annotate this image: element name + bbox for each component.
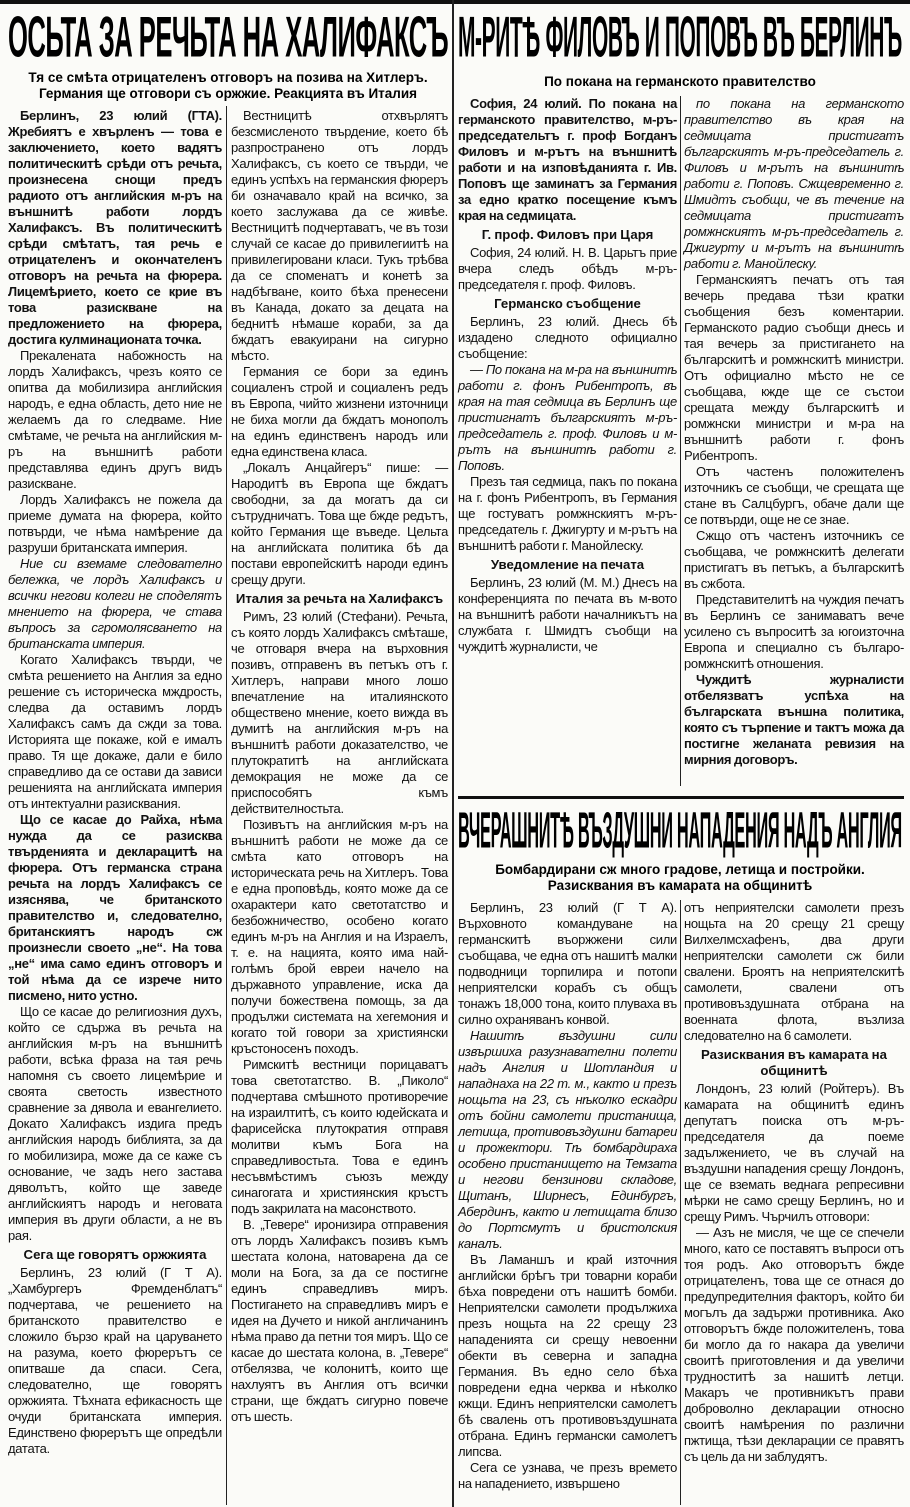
axis-headline: ОСЬТА ЗА РЕЧЬТА НА ХАЛИФАКСЪ — [8, 4, 449, 69]
paragraph: Що се касае до религиозния духъ, който се сдържа въ речьта на английския м-ръ на външнитѣ работи, всѣка фраза на тая речь напомня съ своето лицемѣрие и своята светость известното сравнение за дявола и евангелието. Докато Халифаксъ издига предъ английския народъ библията, за да го мобилизира, може да се каже съ основание, че задъ него застава дяволътъ, който ще заведе английскиятъ народъ и неговата империя въ други области, а не въ рая. — [8, 1004, 222, 1243]
paragraph: отъ неприятелски самолети презъ нощьта на 20 срещу 21 срещу Вилхелмсхафенъ, два други неприятелски самолети сж били свалени. Броятъ на неприятелскитѣ самолети, свалени отъ противовъздушната отбрана на военната флота, възлиза следователно на 6 самолети. — [684, 900, 904, 1043]
berlin-column-3 — [458, 96, 677, 655]
paragraph: Ние си вземаме следователно бележка, че лордъ Халифаксъ и всички негови колеги не споделятъ мнението на фюрера, че става въпросъ за сгромолясването на британската империя. — [8, 556, 222, 651]
top-rule — [0, 0, 910, 4]
paragraph: Берлинъ, 23 юлий (Г Т А). „Хамбургеръ Фремденблатъ“ подчертава, че решението на британското правителство е сложило бързо край на царуването на разума, което фюрерътъ се опитваше да спаси. Сега, следователно, ще говорятъ оржжията. Тѣхната ефикасность ще очуди британската империя. Единствено фюрерътъ ще опредѣли датата. — [8, 1265, 222, 1456]
paragraph: Берлинъ, 23 юлий. Днесь бѣ издадено следното официално съобщение: — [458, 314, 677, 361]
german-communique-heading: Германско съобщение — [494, 296, 641, 311]
column-rule — [680, 96, 681, 786]
air-headline: ВЧЕРАШНИТѢ ВЪЗДУШНИ НАПАДЕНИЯ НАДЪ АНГЛИЯ — [458, 802, 902, 859]
air-subheadline: Бомбардирани сж много градове, летища и постройки. Разисквания въ камарата на общинитѣ — [495, 862, 865, 893]
paragraph: Берлинъ, 23 юлий (М. М.) Днесъ на конференцията по печата въ м-вото на външнитѣ работи началникътъ на службата г. Шмидтъ съобщи на чуждитѣ журналисти, че — [458, 575, 677, 654]
italy-heading: Италия за речьта на Халифаксъ — [235, 591, 444, 606]
paragraph: Що се касае до Райха, нѣма нужда да се разисква твърденията и декларацитѣ на фюрера. Отъ германска страна речьта на лордъ Халифаксъ се изяснява, че британското правителство и, следователно, британскиятъ народъ сж произнесли своето „не“. На това „не“ има само единъ отговоръ и той нѣма да се изрече нито писмено, нито устно. — [8, 812, 222, 1003]
paragraph: Презъ тая седмица, пакъ по покана на г. фонъ Рибентропъ, въ Германия ще гостуватъ ромжнскиятъ м-ръ-председатель г. Джигурту и м-рътъ на външнитѣ работи г. Манойлеску. — [458, 474, 677, 553]
paragraph: Когато Халифаксъ твърди, че смѣта решението на Англия за едно решение съ историческа мждрость, следва да оставимъ лордъ Халифаксъ самъ да сжди за това. Историята ще покаже, кой е ималъ право. Тя ще докаже, дали е било справедливо да се остави да зависи решенията на английската империя отъ интектуални разисквания. — [8, 652, 222, 811]
air-column-3 — [458, 900, 677, 1492]
paragraph: „Локалъ Анцайгеръ“ пише: — Народитѣ въ Европа ще бждатъ свободни, за да могатъ да си сътрудничатъ. Това ще бжде редътъ, който Германия ще въведе. Цельта на английската политика бѣ да постави европейскитѣ народи единъ срещу други. — [231, 460, 448, 587]
paragraph: Берлинъ, 23 юлий (ГТА). Жребиятъ е хвърленъ — това е заключението, което вадятъ политическитѣ срѣди отъ речьта, произнесена снощи предъ радиото отъ английския м-ръ на външнитѣ работи лордъ Халифаксъ. Въ политическитѣ срѣди смѣтатъ, тая речь е отрицателенъ и окончателенъ отговоръ на речьта на фюрера. Лицемѣрието, което се крие въ това разискване на предложението на фюрера, достига кулминационата точка. — [8, 108, 222, 347]
paragraph: Позивътъ на английския м-ръ на външнитѣ работи не може да се смѣта като отговоръ на историческата речь на Хитлеръ. Това е една проповѣдь, която може да се охарактери като светотатство и безбожничество, особено когато единъ м-ръ на Англия и на Израелъ, т. е. на нацията, която има най-голѣмъ брой евреи начело на държавното управление, иска да получи божествена помощь, за да продължи системата на хегемония и когато той говори за християнски кръстоносенъ походъ. — [231, 817, 448, 1056]
column-rule — [680, 900, 681, 1505]
paragraph: Римъ, 23 юлий (Стефани). Речьта, съ която лордъ Халифаксъ смѣташе, че отговаря вчера на върховния позивъ, отправенъ въ петъкъ отъ г. Хитлеръ, направи много лошо впечатление на италиянското обществено мнение, което вижда въ думитѣ на английския м-ръ на външнитѣ работи доказателство, че плутократитѣ на английската демокрация не може да се приспособятъ къмъ действителностьта. — [231, 609, 448, 816]
paragraph: Прекалената набожность на лордъ Халифаксъ, чрезъ която се опитва да мобилизира английския народъ, е една область, дето ние не желаемъ да го следваме. Ние смѣтаме, че речьта на английския м-ръ на външнитѣ работи представлява единъ другъ видъ разискване. — [8, 348, 222, 491]
berlin-column-4 — [684, 96, 904, 768]
berlin-headline: М-РИТѢ ФИЛОВЪ И ПОПОВЪ ВЪ БЕРЛИНЪ — [458, 4, 902, 69]
paragraph: — Азъ не мисля, че ще се спечели много, като се поставятъ въпроси отъ тоя родъ. Ако отговорътъ бжде отрицателенъ, това ще се отнася до предупредителния факторъ, който би могълъ да задържи противника. Ако отговорътъ бжде положителенъ, това би могло да го накара да увеличи своитѣ приготовления и да увеличи трудноститѣ за нашитѣ летци. Макаръ че противникътъ прави доброволно декларации относно своитѣ намѣрения по различни пжтища, тѣзи декларации се правятъ съ цель да ни заблудятъ. — [684, 1225, 904, 1464]
paragraph: Германия се бори за единъ социаленъ строй и социаленъ редъ въ Европа, чийто жизнени източници не биха могли да бждатъ монополъ на единъ единственъ народъ или една единствена класа. — [231, 364, 448, 459]
paragraph: Берлинъ, 23 юлий (Г Т А). Върховното командуване на германскитѣ въоржжени сили съобщава, че една отъ нашитѣ малки подводници торпилира и потопи неприятелски корабъ съ общъ тонажъ 18,000 тона, които плуваха въ силно охраняванъ конвой. — [458, 900, 677, 1027]
paragraph: Представителитѣ на чуждия печатъ въ Берлинъ се занимаватъ вече усилено съ въпроситѣ за югоизточна Европа и специално съ българо-ромжнскитѣ отношения. — [684, 592, 904, 671]
paragraph: В. „Тевере“ иронизира отправения отъ лордъ Халифаксъ позивъ къмъ шестата колона, натоварена да се моли на Бога, за да се постигне единъ справедливъ миръ. Постигането на справедливъ миръ е идея на Дучето и никой англичанинъ нѣма право да петни тоя миръ. Що се касае до шестата колона, в. „Тевере“ отбелязва, че колонитѣ, които ще нахлуятъ въ Англия отъ всички страни, ще бждатъ сигурно повече отъ шесть. — [231, 1217, 448, 1424]
paragraph: — По покана на м-ра на външнитѣ работи г. фонъ Рибентропъ, въ края на тая седмица въ Берлинъ ще пристигнатъ българскиятъ м-ръ-председатель г. проф. Филовъ и м-рътъ на външнитѣ работи г. Поповъ. — [458, 362, 677, 473]
paragraph: Лордъ Халифаксъ не пожела да приеме думата на фюрера, който потвърди, че нѣма намѣрение да разруши британската империя. — [8, 492, 222, 555]
paragraph: Сжщо отъ частенъ източникъ се съобщава, че ромжнскитѣ делегати пристигатъ въ петъкъ, а българскитѣ въ сжбота. — [684, 528, 904, 591]
weapons-heading: Сега ще говорятъ оржжията — [23, 1247, 207, 1262]
air-column-4 — [684, 900, 904, 1465]
axis-column-2 — [231, 108, 448, 1425]
paragraph: Чуждитѣ журналисти отбелязватъ успѣха на българската външна политика, която съ търпение и тактъ можа да постигне желаната ревизия на мирния договоръ. — [684, 672, 904, 767]
column-rule — [452, 0, 454, 1507]
paragraph: по покана на германското правителство въ края на седмицата пристигатъ българскиятъ м-ръ-председатель г. Филовъ и м-рътъ на външнитѣ работи г. Поповъ. Сжщевременно г. Шмидтъ съобщи, че въ течение на седмицата пристигатъ ромжнскиятъ м-ръ-председатель г. Джигурту и м-рътъ на външнитѣ работи г. Манойлеску. — [684, 96, 904, 271]
paragraph: София, 24 юлий. По покана на германското правителство, м-ръ-председательтъ г. проф Богданъ Филовъ и м-рътъ на външнитѣ работи и на изповѣданията г. Ив. Поповъ ще заминатъ за Германия за едно кратко посещение къмъ края на седмицата. — [458, 96, 677, 223]
section-rule — [458, 796, 904, 799]
paragraph: Лондонъ, 23 юлий (Ройтеръ). Въ камарата на общинитѣ единъ депутатъ поиска отъ м-ръ-председателя да поеме задължението, че въ случай на въздушни нападения срещу Лондонъ, ще се вземать веднага репресивни мѣрки не само срещу Берлинъ, но и срещу Римъ. Чърчилъ отговори: — [684, 1081, 904, 1224]
paragraph: Вестницитѣ отхвърлятъ безсмисленото твърдение, което бѣ разпространено отъ лордъ Халифаксъ, съ което се твърди, че единъ успѣхъ на германския фюреръ би означавало край на всичко, за което заслужава да се живѣе. Вестницитѣ подчертаватъ, че въ този случай се касае до привилегиитѣ на привилегировани класи. Тукъ трѣбва да се споменатъ и конетѣ за надбѣгване, които бѣха пренесени въ Канада, докато за децата на беднитѣ нѣмаше кораби, за да бждатъ евакуирани на сигурно мѣсто. — [231, 108, 448, 363]
paragraph: Германскиятъ печатъ отъ тая вечерь предава тѣзи кратки съобщения безъ коментарии. Германското радио съобщи днесь и тая вечерь за пристигането на българскитѣ и ромжнскитѣ министри. Отъ официално мѣсто не се съобщава, кжде ще се състои срещата между българскитѣ и ромжнски министри и м-ра на външнитѣ работи г. фонъ Рибентропъ. — [684, 272, 904, 463]
column-rule — [226, 106, 227, 1505]
paragraph: Отъ частенъ положителенъ източникъ се съобщи, че срещата ще стане въ Салцбургъ, обаче дали ще се потвърди, още не се знае. — [684, 464, 904, 527]
paragraph: Нашитѣ въздушни сили извършиха разузнавателни полети надъ Англия и Шотландия и нападнаха на 22 т. м., както и презъ нощьта на 23, съ нѣколко ескадри отъ бойни самолети пристанища, летища, противовъздушни батареи и прожектори. Тѣ бомбардираха особено пристанището на Темзата и негови бензинови складове, Щитанъ, Ширнесъ, Единбургъ, Абердинъ, както и летищата близо до Портсмутъ и бристолския каналъ. — [458, 1028, 677, 1251]
berlin-subheadline: По покана на германското правителство — [544, 74, 816, 89]
paragraph: София, 24 юлий. Н. В. Царьтъ прие вчера следъ обѣдъ м-ръ-председателя г. проф. Филовъ. — [458, 245, 677, 292]
paragraph: Сега се узнава, че презъ времето на нападението, извършено — [458, 1460, 677, 1491]
paragraph: Въ Ламаншъ и край източния английски брѣгъ три товарни кораби бѣха повредени отъ нашитѣ бомби. Неприятелски самолети продължиха презъ нощьта на 22 срещу 23 нападенията си срещу невоенни обекти въ северна и западна Германия. Въ едно село бѣха повредени една черква и нѣколко кжщи. Единъ неприятелски самолетъ бѣ свалень отъ противовъздушната отбрана. Единъ германски самолетъ липсва. — [458, 1252, 677, 1459]
axis-column-1 — [8, 108, 222, 1457]
press-heading: Уведомление на печата — [490, 557, 645, 572]
axis-subheadline: Тя се смѣта отрицателенъ отговоръ на позива на Хитлеръ. Германия ще отговори съ оржжие. Реакцията въ Италия — [28, 70, 428, 101]
commons-heading: Разисквания въ камарата на общинитѣ — [701, 1047, 887, 1078]
tsar-heading: Г. проф. Филовъ при Царя — [481, 227, 654, 242]
paragraph: Римскитѣ вестници порицаватъ това светотатство. В. „Пиколо“ подчертава смѣшното противоречие на израилтитѣ, съ които юдейската и фарисейска плутократия отправя молитви къмъ Бога на справедливостьта. Това е единъ несъвмѣстимъ съюзъ между синагогата и християнския кръстъ подъ закрилата на масонството. — [231, 1057, 448, 1216]
